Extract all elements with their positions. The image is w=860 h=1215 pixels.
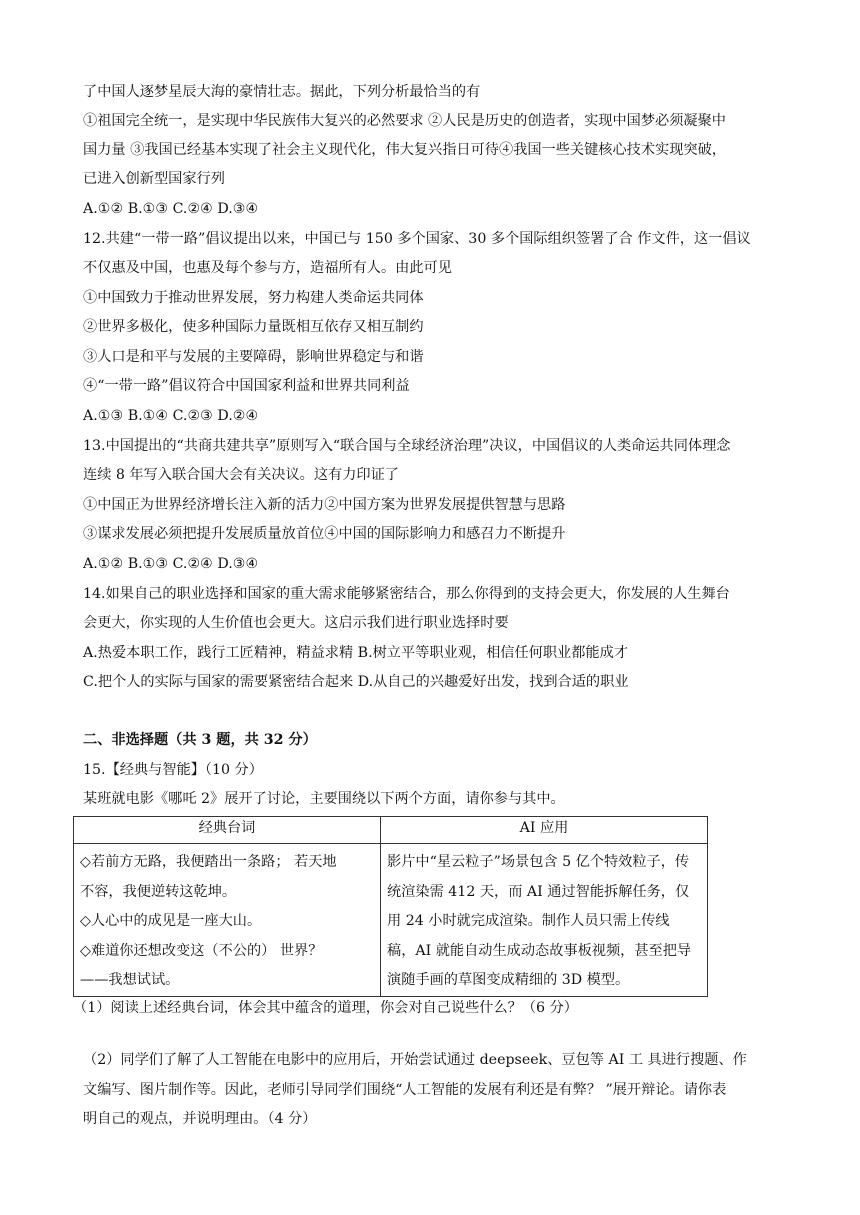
q14-options-ab: A.热爱本职工作，践行工匠精神，精益求精 B.树立平等职业观，相信任何职业都能成才 xyxy=(83,645,628,661)
cell-line: ——我想试试。 xyxy=(80,972,180,988)
section-heading: 二、非选择题（共 3 题，共 32 分） xyxy=(83,732,317,748)
text-line: 不仅惠及中国，也惠及每个参与方，造福所有人。由此可见 xyxy=(83,260,452,276)
cell-line: 演随手画的草图变成精细的 3D 模型。 xyxy=(387,972,630,988)
cell-line: ◇难道你还想改变这（不公的） 世界？ xyxy=(80,942,323,959)
text-line: ④“一带一路”倡议符合中国国家利益和世界共同利益 xyxy=(83,378,410,394)
q15-sub2-line: 明自己的观点，并说明理由。（4 分） xyxy=(83,1111,317,1127)
q13-options: A.①② B.①③ C.②④ D.③④ xyxy=(83,556,259,572)
q11-options: A.①② B.①③ C.②④ D.③④ xyxy=(83,201,259,217)
q15-table xyxy=(73,816,708,997)
text-line: 已进入创新型国家行列 xyxy=(83,171,225,187)
text-line: 会更大，你实现的人生价值也会更大。这启示我们进行职业选择时要 xyxy=(83,615,509,631)
cell-line: 影片中“星云粒子”场景包含 5 亿个特效粒子，传 xyxy=(387,854,690,870)
table-header-classic-lines: 经典台词 xyxy=(74,817,381,844)
q15-title: 15.【经典与智能】（10 分） xyxy=(83,762,263,778)
q14-stem: 14.如果自己的职业选择和国家的重大需求能够紧密结合，那么你得到的支持会更大，你发展的人生舞台 xyxy=(83,586,730,602)
cell-line: ◇若前方无路，我便踏出一条路； 若天地 xyxy=(80,854,337,870)
text-line: ③谋求发展必须把提升发展质量放首位④中国的国际影响力和感召力不断提升 xyxy=(83,526,566,542)
text-line: ②世界多极化，使多种国际力量既相互依存又相互制约 xyxy=(83,319,424,335)
cell-line: ◇人心中的成见是一座大山。 xyxy=(80,913,262,929)
cell-line: 用 24 小时就完成渲染。制作人员只需上传线 xyxy=(387,913,670,929)
q15-sub1: （1）阅读上述经典台词，体会其中蕴含的道理，你会对自己说些什么？（6 分） xyxy=(73,1000,578,1016)
text-line: ①中国正为世界经济增长注入新的活力②中国方案为世界发展提供智慧与思路 xyxy=(83,497,566,513)
q15-intro: 某班就电影《哪吒 2》展开了讨论，主要围绕以下两个方面，请你参与其中。 xyxy=(83,791,565,807)
text-line: 了中国人逐梦星辰大海的豪情壮志。据此，下列分析最恰当的有 xyxy=(83,84,481,100)
classic-lines-cell xyxy=(74,844,381,997)
text-line: ③人口是和平与发展的主要障碍，影响世界稳定与和谐 xyxy=(83,349,424,365)
table-header-ai-application: AI 应用 xyxy=(381,817,708,844)
ai-application-cell xyxy=(381,844,708,997)
cell-line: 不容，我便逆转这乾坤。 xyxy=(80,883,237,900)
text-line: ①中国致力于推动世界发展，努力构建人类命运共同体 xyxy=(83,290,424,306)
text-line: 连续 8 年写入联合国大会有关决议。这有力印证了 xyxy=(83,467,399,483)
cell-line: 稿，AI 就能自动生成动态故事板视频，甚至把导 xyxy=(387,942,692,959)
cell-line: 统渲染需 412 天，而 AI 通过智能拆解任务，仅 xyxy=(387,883,690,900)
text-line: ①祖国完全统一，是实现中华民族伟大复兴的必然要求 ②人民是历史的创造者，实现中国梦必须凝聚中 xyxy=(83,113,726,129)
q12-options: A.①③ B.①④ C.②③ D.②④ xyxy=(83,408,259,424)
q13-stem: 13.中国提出的“共商共建共享”原则写入“联合国与全球经济治理”决议，中国倡议的人类命运共同体理念 xyxy=(83,438,731,454)
q15-sub2-line: 文编写、图片制作等。因此，老师引导同学们围绕“人工智能的发展有利还是有弊？ ”展开辩论。请你表 xyxy=(83,1082,727,1098)
q15-sub2-line: （2）同学们了解了人工智能在电影中的应用后，开始尝试通过 deepseek、豆包等 AI 工 具进行搜题、作 xyxy=(83,1052,747,1068)
q14-options-cd: C.把个人的实际与国家的需要紧密结合起来 D.从自己的兴趣爱好出发，找到合适的职业 xyxy=(83,674,629,690)
text-line: 国力量 ③我国已经基本实现了社会主义现代化，伟大复兴指日可待④我国一些关键核心技术实现突破， xyxy=(83,142,726,158)
q12-stem: 12.共建“一带一路”倡议提出以来，中国已与 150 多个国家、30 多个国际组织签署了合 作文件，这一倡议 xyxy=(83,231,751,247)
